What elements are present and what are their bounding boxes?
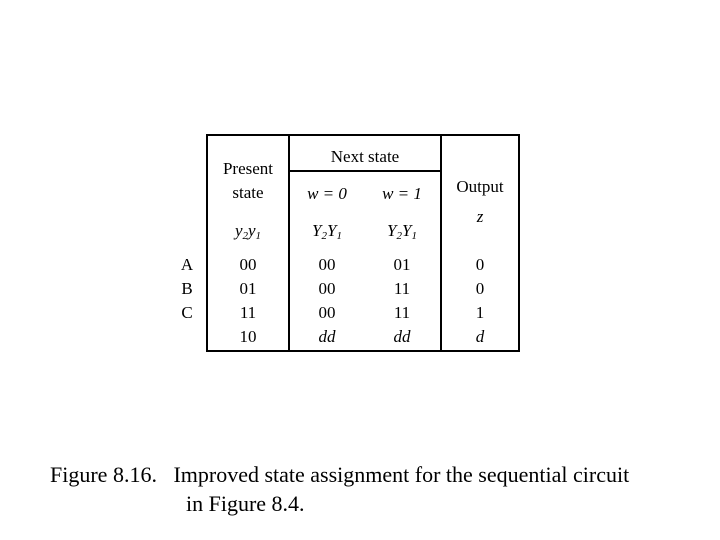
next-state-w1-cell: 11 xyxy=(393,279,411,298)
state-label: B xyxy=(181,279,193,298)
output-cell: 1 xyxy=(475,303,485,322)
subheader-next-w1-vars: $Y_2Y_1$ xyxy=(387,221,417,242)
header-present-state-line2: state xyxy=(232,183,264,202)
divider-next-state-header xyxy=(288,170,442,172)
header-present-state-line1: Present xyxy=(222,159,274,178)
figure-caption-line1: Figure 8.16. Improved state assignment for the sequential circuit xyxy=(50,462,630,487)
present-state-cell: 10 xyxy=(239,327,257,346)
figure-caption-line2: in Figure 8.4. xyxy=(186,491,305,516)
next-state-w0-cell: 00 xyxy=(318,303,336,322)
output-cell: 0 xyxy=(475,279,485,298)
header-w0: w = 0 xyxy=(307,184,347,203)
next-state-w1-cell: 01 xyxy=(393,255,411,274)
output-cell: d xyxy=(475,327,485,346)
present-state-cell: 01 xyxy=(239,279,257,298)
subheader-present-vars: $y_2y_1$ xyxy=(234,221,262,242)
next-state-w1-cell: 11 xyxy=(393,303,411,322)
present-state-cell: 00 xyxy=(239,255,257,274)
next-state-w0-cell: dd xyxy=(318,327,336,346)
next-state-w0-cell: 00 xyxy=(318,255,336,274)
header-w1: w = 1 xyxy=(382,184,422,203)
next-state-w1-cell: dd xyxy=(393,327,411,346)
header-next-state: Next state xyxy=(330,147,400,166)
output-cell: 0 xyxy=(475,255,485,274)
header-output: Output xyxy=(456,177,504,196)
state-label: A xyxy=(180,255,194,274)
present-state-cell: 11 xyxy=(239,303,257,322)
subheader-next-w0-vars: $Y_2Y_1$ xyxy=(312,221,342,242)
next-state-w0-cell: 00 xyxy=(318,279,336,298)
header-output-var: z xyxy=(476,207,484,226)
state-label: C xyxy=(181,303,193,322)
